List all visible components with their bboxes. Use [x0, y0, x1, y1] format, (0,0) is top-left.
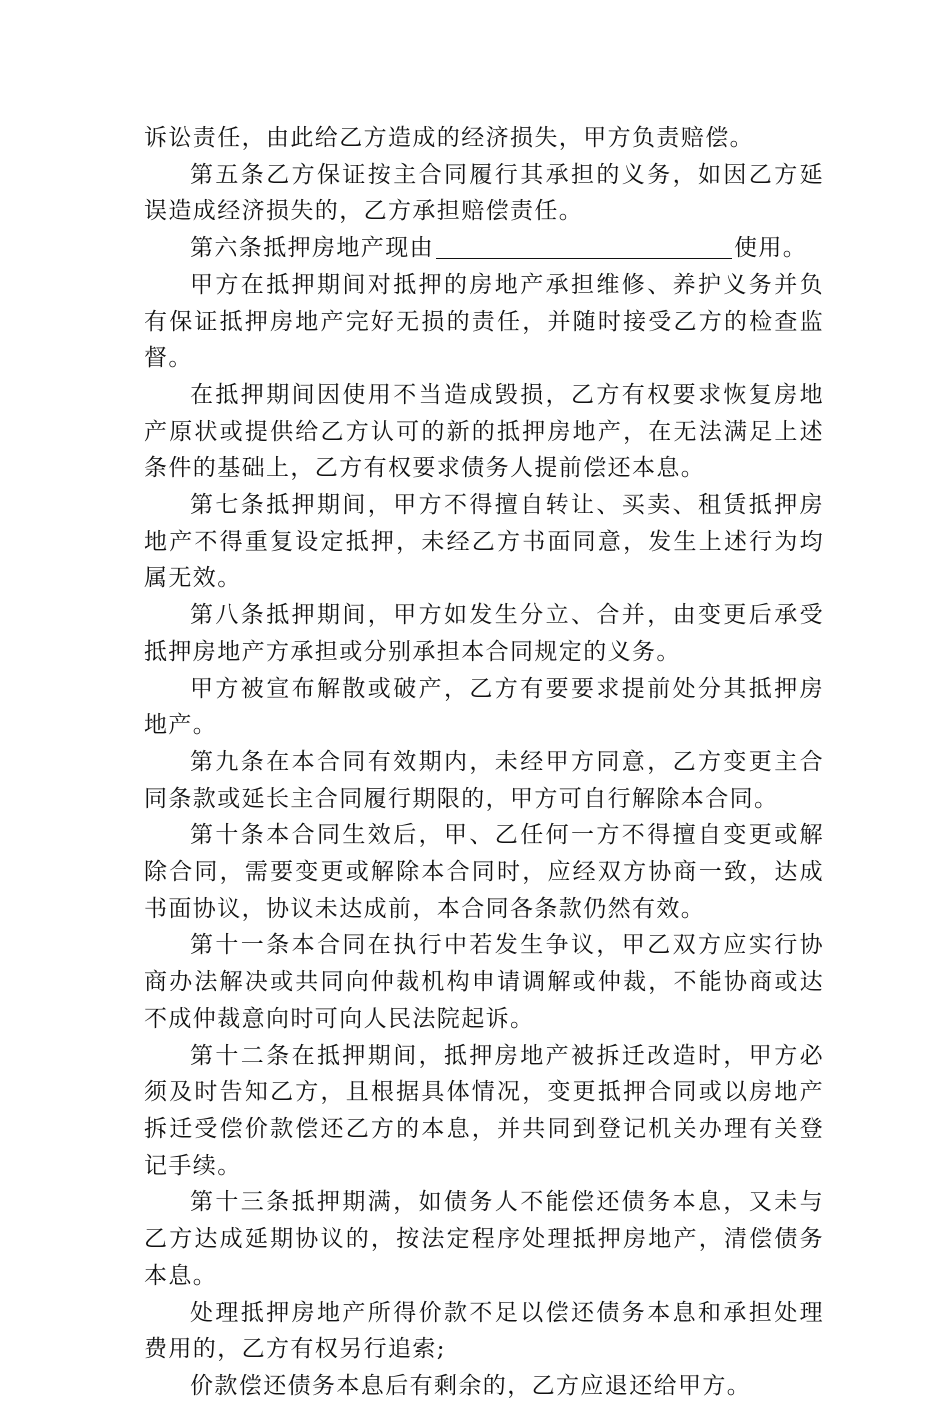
paragraph-article-10: 第十条本合同生效后，甲、乙任何一方不得擅自变更或解除合同，需要变更或解除本合同时，应经双方协商一致，达成书面协议，协议未达成前，本合同各条款仍然有效。 [144, 822, 824, 922]
paragraph-surplus-return: 价款偿还债务本息后有剩余的，乙方应退还给甲方。 [190, 1372, 752, 1399]
paragraph-disposal-shortfall: 处理抵押房地产所得价款不足以偿还债务本息和承担处理费用的，乙方有权另行追索; [144, 1299, 824, 1363]
paragraph-article-8: 第八条抵押期间，甲方如发生分立、合并，由变更后承受抵押房地产方承担或分别承担本合同规定的义务。 [144, 602, 824, 665]
fill-in-blank-line [436, 236, 732, 259]
paragraph-article-7: 第七条抵押期间，甲方不得擅自转让、买卖、租赁抵押房地产不得重复设定抵押，未经乙方书面同意，发生上述行为均属无效。 [144, 492, 824, 592]
article-6-text-after: 使用。 [734, 235, 808, 262]
paragraph-article-5: 第五条乙方保证按主合同履行其承担的义务，如因乙方延误造成经济损失的，乙方承担赔偿责任。 [144, 161, 824, 225]
paragraph-article-6 [144, 230, 824, 267]
paragraph-article-12: 第十二条在抵押期间，抵押房地产被拆迁改造时，甲方必须及时告知乙方，且根据具体情况，变更抵押合同或以房地产拆迁受偿价款偿还乙方的本息，并共同到登记机关办理有关登记手续。 [144, 1042, 824, 1179]
paragraph-damage-clause: 在抵押期间因使用不当造成毁损，乙方有权要求恢复房地产原状或提供给乙方认可的新的抵押房地产，在无法满足上述条件的基础上，乙方有权要求债务人提前偿还本息。 [144, 381, 824, 482]
paragraph-dissolution: 甲方被宣布解散或破产，乙方有要要求提前处分其抵押房地产。 [144, 675, 824, 739]
paragraph-maintenance-duty: 甲方在抵押期间对抵押的房地产承担维修、养护义务并负有保证抵押房地产完好无损的责任，并随时接受乙方的检查监督。 [144, 271, 824, 372]
paragraph-continuation: 诉讼责任，由此给乙方造成的经济损失，甲方负责赔偿。 [144, 125, 754, 151]
document-body [144, 120, 824, 1405]
paragraph-article-11: 第十一条本合同在执行中若发生争议，甲乙双方应实行协商办法解决或共同向仲裁机构申请调解或仲裁，不能协商或达不成仲裁意向时可向人民法院起诉。 [144, 932, 824, 1032]
paragraph-article-9: 第九条在本合同有效期内，未经甲方同意，乙方变更主合同条款或延长主合同履行期限的，甲方可自行解除本合同。 [144, 748, 824, 812]
paragraph-article-13: 第十三条抵押期满，如债务人不能偿还债务本息，又未与乙方达成延期协议的，按法定程序处理抵押房地产，清偿债务本息。 [144, 1189, 824, 1289]
article-6-text-before: 第六条抵押房地产现由 [190, 235, 434, 262]
